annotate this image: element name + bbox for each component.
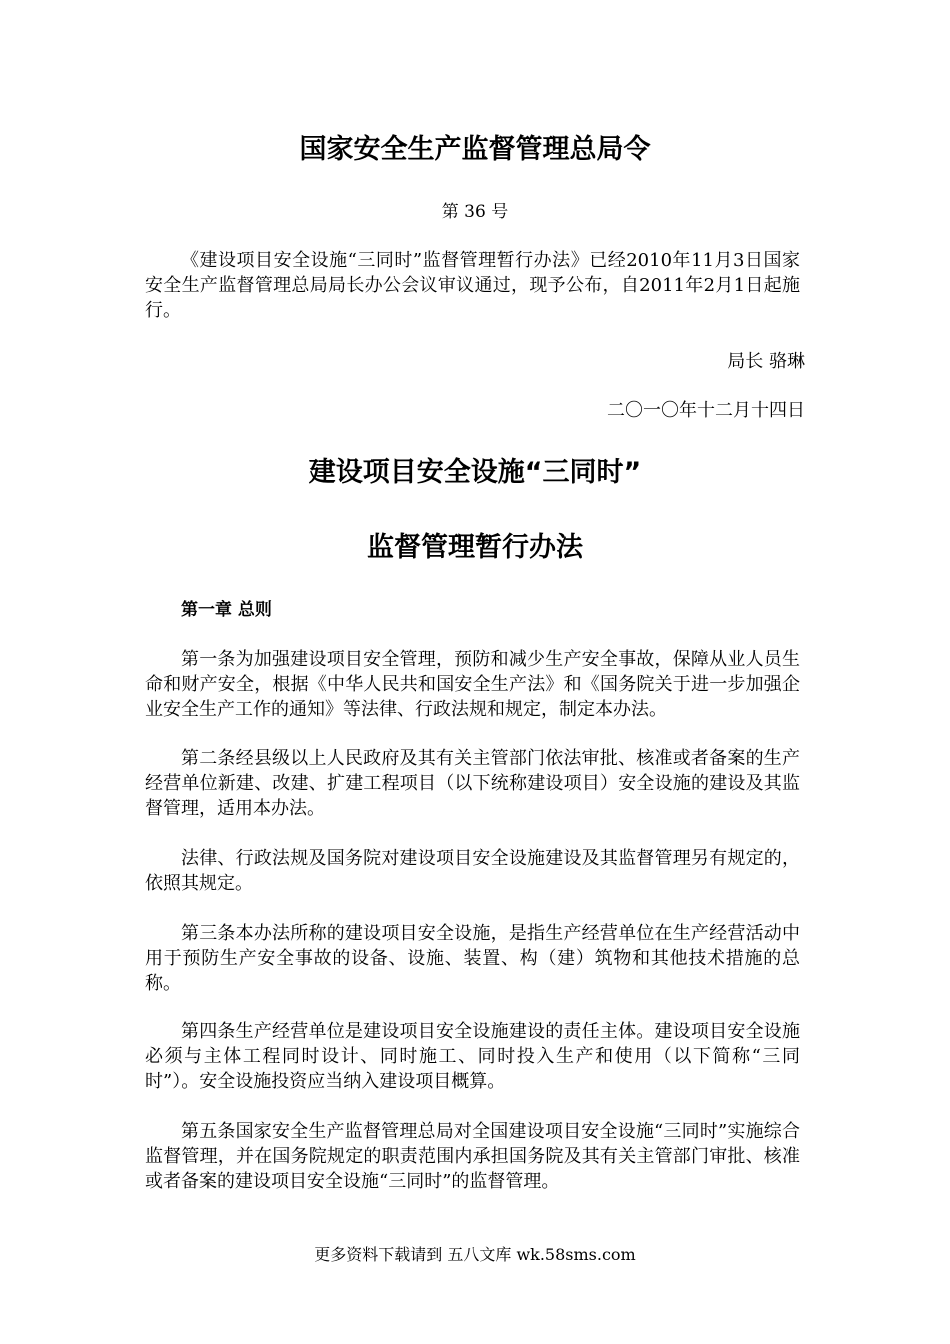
measures-title-line1: 建设项目安全设施“三同时” — [308, 457, 642, 488]
chapter-heading: 第一章 总则 — [181, 600, 272, 620]
footer-download-note: 更多资料下载请到 五八文库 wk.58sms.com — [314, 1245, 636, 1264]
decree-date: 二〇一〇年十二月十四日 — [607, 400, 805, 421]
article-4: 第四条生产经营单位是建设项目安全设施建设的责任主体。建设项目安全设施必须与主体工程同时设计、同时施工、同时投入生产和使用（以下简称“三同时”）。安全设施投资应当纳入建设项目概算。 — [145, 1021, 800, 1092]
measures-title-line2: 监督管理暂行办法 — [367, 532, 583, 563]
article-2-supplement: 法律、行政法规及国务院对建设项目安全设施建设及其监督管理另有规定的，依照其规定。 — [145, 848, 800, 894]
decree-number: 第 36 号 — [441, 202, 509, 222]
article-1: 第一条为加强建设项目安全管理，预防和减少生产安全事故，保障从业人员生命和财产安全，根据《中华人民共和国安全生产法》和《国务院关于进一步加强企业安全生产工作的通知》等法律、行政法规和规定，制定本办法。 — [145, 649, 800, 720]
signer: 局长 骆琳 — [727, 351, 805, 372]
article-2: 第二条经县级以上人民政府及其有关主管部门依法审批、核准或者备案的生产经营单位新建、改建、扩建工程项目（以下统称建设项目）安全设施的建设及其监督管理，适用本办法。 — [145, 748, 800, 819]
decree-title: 国家安全生产监督管理总局令 — [299, 134, 651, 165]
article-3: 第三条本办法所称的建设项目安全设施，是指生产经营单位在生产经营活动中用于预防生产安全事故的设备、设施、装置、构（建）筑物和其他技术措施的总称。 — [145, 923, 800, 994]
article-5: 第五条国家安全生产监督管理总局对全国建设项目安全设施“三同时”实施综合监督管理，并在国务院规定的职责范围内承担国务院及其有关主管部门审批、核准或者备案的建设项目安全设施“三同时”的监督管理。 — [145, 1121, 800, 1192]
announcement-paragraph: 《建设项目安全设施“三同时”监督管理暂行办法》已经2010年11月3日国家安全生产监督管理总局局长办公会议审议通过，现予公布，自2011年2月1日起施行。 — [145, 250, 800, 321]
